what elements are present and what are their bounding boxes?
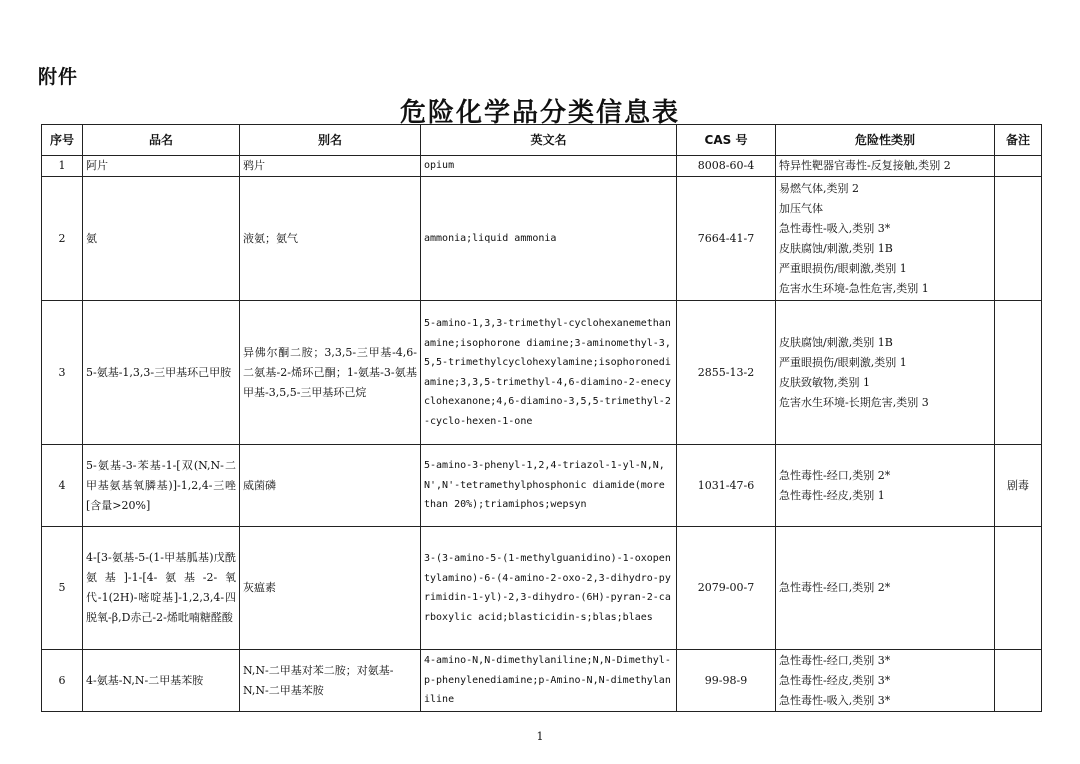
table-row [42,301,1042,445]
cell-name: 5-氨基-3-苯基-1-[双(N,N-二甲基氨基氧膦基)]-1,2,4-三唑[含量>20%] [83,445,240,527]
cell-alias: 异佛尔酮二胺；3,3,5-三甲基-4,6-二氨基-2-烯环己酮；1-氨基-3-氨基甲基-3,5,5-三甲基环己烷 [240,301,421,445]
cell-english: 5-amino-1,3,3-trimethyl-cyclohexanemethanamine;isophorone diamine;3-aminomethyl-3,5,5-trimethylcyclohexylamine;isophoronediamine;3,3,5-trimethyl-4,6-diamino-2-enecyclohexanone;4,6-diamino-3,5,5-trimethyl-2-cyclo-hexen-1-one [421,301,677,445]
cell-remark: 剧毒 [995,445,1042,527]
hazard-item: 急性毒性-经口,类别 2* [779,468,891,482]
cell-name: 5-氨基-1,3,3-三甲基环己甲胺 [83,301,240,445]
cell-name: 4-[3-氨基-5-(1-甲基胍基)戊酰氨基]-1-[4-氨基-2-氧代-1(2H)-嘧啶基]-1,2,3,4-四脱氧-β,D赤己-2-烯吡喃糖醛酸 [83,527,240,650]
hazard-item: 急性毒性-吸入,类别 3* [779,221,891,235]
header-alias: 别名 [240,125,421,156]
table-row [42,527,1042,650]
cell-seq: 2 [42,177,83,301]
hazard-item: 严重眼损伤/眼刺激,类别 1 [779,355,907,369]
cell-hazard [776,650,995,712]
hazard-item: 急性毒性-经皮,类别 3* [779,673,891,687]
hazard-item: 危害水生环境-急性危害,类别 1 [779,281,929,295]
cell-cas: 1031-47-6 [677,445,776,527]
header-remark: 备注 [995,125,1042,156]
cell-english: 4-amino-N,N-dimethylaniline;N,N-Dimethyl-p-phenylenediamine;p-Amino-N,N-dimethylaniline [421,650,677,712]
cell-seq: 6 [42,650,83,712]
hazard-item: 急性毒性-经口,类别 3* [779,653,891,667]
hazard-item: 特异性靶器官毒性-反复接触,类别 2 [779,159,951,172]
header-seq: 序号 [42,125,83,156]
cell-hazard [776,445,995,527]
hazard-item: 皮肤腐蚀/刺激,类别 1B [779,335,893,349]
cell-name: 阿片 [83,156,240,177]
table-row [42,445,1042,527]
cell-cas: 8008-60-4 [677,156,776,177]
hazard-item: 危害水生环境-长期危害,类别 3 [779,395,929,409]
header-name: 品名 [83,125,240,156]
cell-cas: 7664-41-7 [677,177,776,301]
hazard-item: 皮肤腐蚀/刺激,类别 1B [779,241,893,255]
cell-cas: 2079-00-7 [677,527,776,650]
cell-english: 3-(3-amino-5-(1-methylguanidino)-1-oxopentylamino)-6-(4-amino-2-oxo-2,3-dihydro-pyrimidin-1-yl)-2,3-dihydro-(6H)-pyran-2-carboxylic acid;blasticidin-s;blas;blaes [421,527,677,650]
header-english: 英文名 [421,125,677,156]
page-title: 危险化学品分类信息表 [399,98,680,128]
cell-alias: 灰瘟素 [240,527,421,650]
table-row [42,650,1042,712]
hazard-item: 皮肤致敏物,类别 1 [779,375,870,389]
cell-seq: 3 [42,301,83,445]
cell-remark [995,527,1042,650]
cell-alias: 鸦片 [240,156,421,177]
header-cas: CAS 号 [677,125,776,156]
cell-remark [995,177,1042,301]
cell-name: 4-氨基-N,N-二甲基苯胺 [83,650,240,712]
hazard-table [41,124,1042,712]
table-header-row [42,125,1042,156]
cell-seq: 1 [42,156,83,177]
cell-hazard [776,301,995,445]
hazard-item: 急性毒性-经皮,类别 1 [779,488,885,502]
hazard-item: 急性毒性-经口,类别 2* [779,581,891,594]
page-number: 1 [536,730,544,743]
hazard-item: 急性毒性-吸入,类别 3* [779,693,891,707]
cell-alias: N,N-二甲基对苯二胺；对氨基-N,N-二甲基苯胺 [240,650,421,712]
cell-seq: 5 [42,527,83,650]
header-hazard: 危险性类别 [776,125,995,156]
table-row [42,177,1042,301]
cell-english: opium [421,156,677,177]
hazard-item: 易燃气体,类别 2 [779,181,859,195]
hazard-item: 严重眼损伤/眼刺激,类别 1 [779,261,907,275]
attachment-label: 附件 [38,66,79,88]
cell-seq: 4 [42,445,83,527]
cell-remark [995,301,1042,445]
cell-alias: 液氨；氨气 [240,177,421,301]
cell-remark [995,156,1042,177]
cell-name: 氨 [83,177,240,301]
hazard-item: 加压气体 [779,201,823,215]
table-row [42,156,1042,177]
cell-hazard [776,527,995,650]
cell-alias: 威菌磷 [240,445,421,527]
cell-cas: 2855-13-2 [677,301,776,445]
cell-remark [995,650,1042,712]
cell-english: ammonia;liquid ammonia [421,177,677,301]
cell-hazard [776,156,995,177]
cell-english: 5-amino-3-phenyl-1,2,4-triazol-1-yl-N,N,N',N'-tetramethylphosphonic diamide(more than 20%);triamiphos;wepsyn [421,445,677,527]
cell-cas: 99-98-9 [677,650,776,712]
cell-hazard [776,177,995,301]
